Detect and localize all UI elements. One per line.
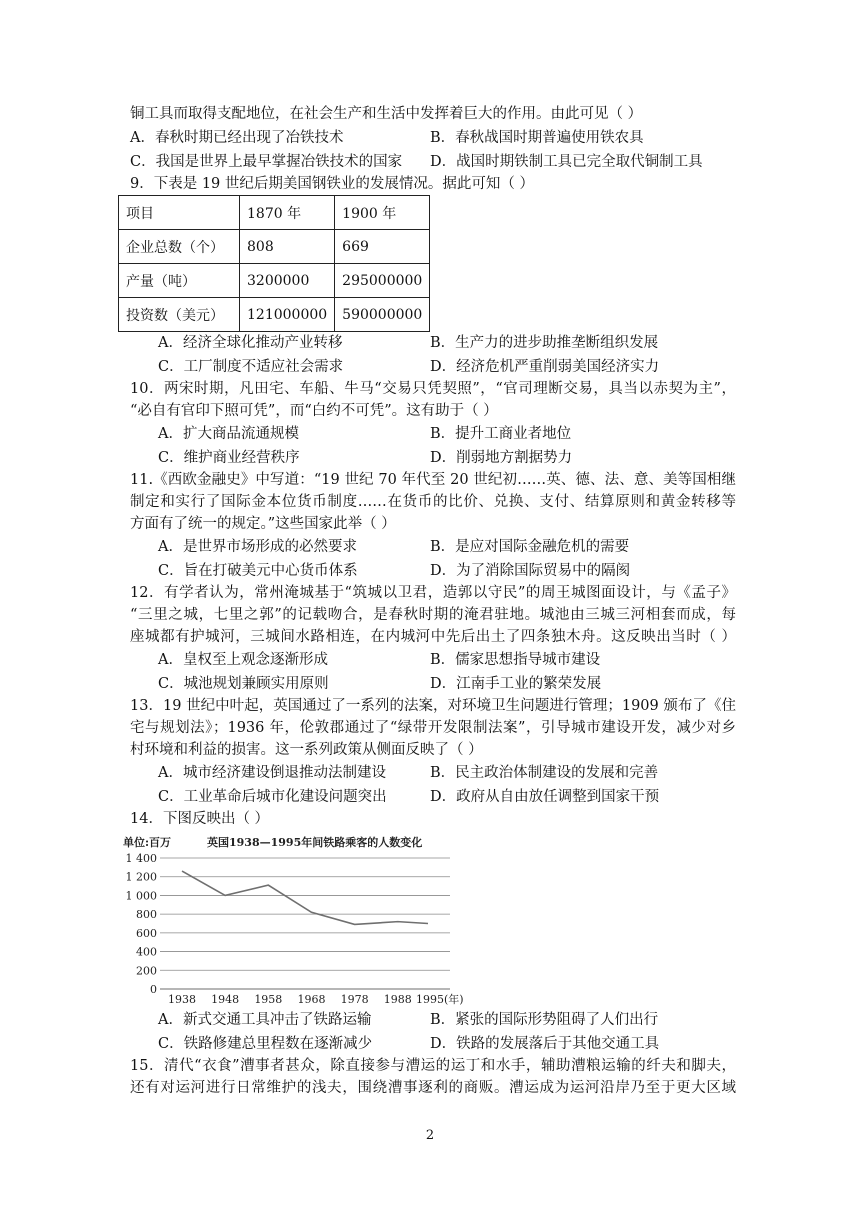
q14-option-b: B．紧张的国际形势阻碍了人们出行 xyxy=(430,1012,659,1028)
q13-option-b: B．民主政治体制建设的发展和完善 xyxy=(430,765,659,781)
y-tick-label: 600 xyxy=(136,926,157,940)
q11-option-d: D．为了消除国际贸易中的隔阂 xyxy=(430,563,631,579)
y-axis-ticks xyxy=(126,852,158,996)
q10-option-a: A．扩大商品流通规模 xyxy=(158,426,299,442)
q8-stem-tail: 铜工具而取得支配地位，在社会生产和生活中发挥着巨大的作用。由此可见（ ） xyxy=(130,106,643,122)
x-tick-label: 1938 xyxy=(168,993,196,1006)
q10-option-d: D．削弱地方割据势力 xyxy=(430,450,573,466)
table-header-row xyxy=(119,196,430,230)
x-tick-label: 1988 xyxy=(383,993,412,1006)
chart-series xyxy=(182,871,428,924)
q9-option-b: B．生产力的进步助推垄断组织发展 xyxy=(430,335,659,351)
q11-option-b: B．是应对国际金融危机的需要 xyxy=(430,539,630,555)
q11-option-a: A．是世界市场形成的必然要求 xyxy=(158,539,357,555)
q8-option-a: A．春秋时期已经出现了冶铁技术 xyxy=(130,130,344,146)
page-number: 2 xyxy=(425,1128,435,1143)
q11-stem-line1: 11.《西欧金融史》中写道：“19 世纪 70 年代至 20 世纪初……英、德、法、意、美等国相继 xyxy=(130,472,736,488)
table-cell: 3200000 xyxy=(240,264,335,298)
q9-option-d: D．经济危机严重削弱美国经济实力 xyxy=(430,359,660,375)
q12-option-b: B．儒家思想指导城市建设 xyxy=(430,652,601,668)
steel-industry-table xyxy=(118,195,430,332)
y-tick-label: 200 xyxy=(136,964,157,978)
y-tick-label: 1 400 xyxy=(125,852,157,865)
q12-stem-line3: 座城都有护城河，三城间水路相连，在内城河中先后出土了四条独木舟。这反映出当时（ ） xyxy=(130,629,736,645)
q9-option-a: A．经济全球化推动产业转移 xyxy=(158,335,343,351)
railway-passengers-chart xyxy=(118,832,464,1006)
x-tick-label: 1995(年) xyxy=(416,993,464,1006)
q12-option-d: D．江南手工业的繁荣发展 xyxy=(430,676,602,692)
q11-stem-line3: 方面有了统一的规定。”这些国家此举（ ） xyxy=(130,516,396,532)
table-cell: 669 xyxy=(335,230,430,264)
q13-option-c: C．工业革命后城市化建设问题突出 xyxy=(158,789,387,805)
q15-stem-line2: 还有对运河进行日常维护的浅夫，围绕漕事逐利的商贩。漕运成为运河沿岸乃至于更大区域 xyxy=(130,1080,736,1096)
q8-option-c: C．我国是世界上最早掌握冶铁技术的国家 xyxy=(130,154,403,170)
table-header-cell: 1900 年 xyxy=(335,196,430,230)
chart-title: 英国1938—1995年间铁路乘客的人数变化 xyxy=(207,836,423,849)
q13-stem-line2: 宅与规划法》；1936 年，伦敦郡通过了“绿带开发限制法案”，引导城市建设开发，减少对乡 xyxy=(130,720,736,736)
y-tick-label: 1 000 xyxy=(125,889,157,903)
table-cell: 产量（吨） xyxy=(119,264,240,298)
q13-stem-line3: 村环境和利益的损害。这一系列政策从侧面反映了（ ） xyxy=(130,742,483,758)
y-tick-label: 0 xyxy=(150,983,157,996)
q11-option-c: C．旨在打破美元中心货币体系 xyxy=(158,563,358,579)
q10-stem-line1: 10．两宋时期，凡田宅、车船、牛马“交易只凭契照”，“官司理断交易，具当以赤契为主”， xyxy=(130,381,736,397)
table-cell: 295000000 xyxy=(335,264,430,298)
table-cell: 121000000 xyxy=(240,298,335,332)
q8-option-d: D．战国时期铁制工具已完全取代铜制工具 xyxy=(430,154,703,170)
q15-stem-line1: 15．清代“衣食”漕事者甚众，除直接参与漕运的运丁和水手，辅助漕粮运输的纤夫和脚夫， xyxy=(130,1058,736,1074)
y-tick-label: 1 200 xyxy=(125,870,157,884)
table-cell: 808 xyxy=(240,230,335,264)
q14-option-c: C．铁路修建总里程数在逐渐减少 xyxy=(158,1036,373,1052)
table-row xyxy=(119,230,430,264)
q9-stem: 9．下表是 19 世纪后期美国钢铁业的发展情况。据此可知（ ） xyxy=(130,176,535,192)
q8-option-b: B．春秋战国时期普遍使用铁农具 xyxy=(430,130,644,146)
q12-stem-line1: 12．有学者认为，常州淹城基于“筑城以卫君，造郭以守民”的周王城图面设计，与《孟子》 xyxy=(130,585,736,601)
q13-stem-line1: 13．19 世纪中叶起，英国通过了一系列的法案，对环境卫生问题进行管理；1909 颁布了《住 xyxy=(130,698,736,714)
q12-option-a: A．皇权至上观念逐渐形成 xyxy=(158,652,328,668)
q10-option-b: B．提升工商业者地位 xyxy=(430,426,572,442)
q12-stem-line2: “三里之城，七里之郭”的记载吻合，是春秋时期的淹君驻地。城池由三城三河相套而成，每 xyxy=(130,607,736,623)
table-header-cell: 项目 xyxy=(119,196,240,230)
y-tick-label: 400 xyxy=(136,945,157,959)
table-header-cell: 1870 年 xyxy=(240,196,335,230)
x-axis-ticks xyxy=(168,992,464,1006)
table-cell: 投资数（美元） xyxy=(119,298,240,332)
q10-stem-line2: “必自有官印下照可凭”，而“白约不可凭”。这有助于（ ） xyxy=(130,403,498,419)
q13-option-d: D．政府从自由放任调整到国家干预 xyxy=(430,789,660,805)
q9-option-c: C．工厂制度不适应社会需求 xyxy=(158,359,344,375)
q11-stem-line2: 制定和实行了国际金本位货币制度……在货币的比价、兑换、支付、结算原则和黄金转移等 xyxy=(130,494,736,510)
chart-grid xyxy=(160,858,450,989)
q10-option-c: C．维护商业经营秩序 xyxy=(158,450,300,466)
q12-option-c: C．城池规划兼顾实用原则 xyxy=(158,676,329,692)
q14-option-d: D．铁路的发展落后于其他交通工具 xyxy=(430,1036,660,1052)
q14-option-a: A．新式交通工具冲击了铁路运输 xyxy=(158,1012,372,1028)
q13-option-a: A．城市经济建设倒退推动法制建设 xyxy=(158,765,386,781)
table-cell: 企业总数（个） xyxy=(119,230,240,264)
series-line xyxy=(182,871,428,924)
x-tick-label: 1968 xyxy=(297,993,326,1006)
x-tick-label: 1958 xyxy=(254,993,283,1006)
table-row xyxy=(119,298,430,332)
chart-unit-label: 单位:百万 xyxy=(123,836,172,849)
x-tick-label: 1948 xyxy=(211,993,240,1006)
q14-stem: 14．下图反映出（ ） xyxy=(130,811,270,827)
table-cell: 590000000 xyxy=(335,298,430,332)
table-row xyxy=(119,264,430,298)
x-tick-label: 1978 xyxy=(340,993,369,1006)
y-tick-label: 800 xyxy=(136,908,157,922)
